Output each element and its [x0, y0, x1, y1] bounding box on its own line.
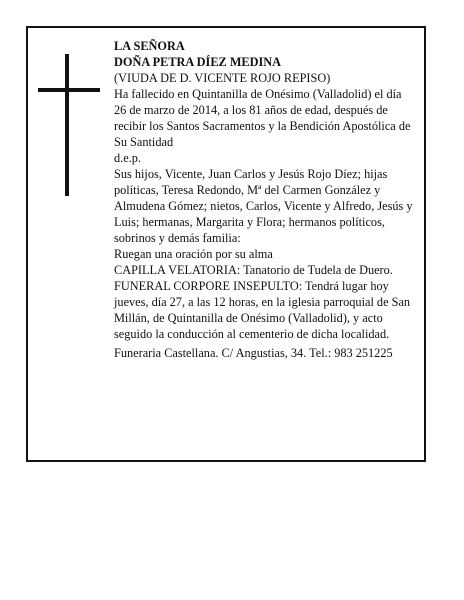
- funeral-home-info: Funeraria Castellana. C/ Angustias, 34. Tel.: 983 251225: [114, 346, 393, 360]
- cross-vertical-bar: [65, 54, 69, 196]
- widow-of-line: (VIUDA DE D. VICENTE ROJO REPISO): [114, 71, 331, 85]
- obituary-text: [114, 38, 416, 361]
- family-list: Sus hijos, Vicente, Juan Carlos y Jesús Rojo Díez; hijas políticas, Teresa Redondo, Mª del Carmen González y Almudena Gómez; nietos, Carlos, Vicente y Alfredo, Jesús y Luis; hermanas, Margarita y Flora; hermanos políticos, sobrinos y demás familia:: [114, 167, 413, 245]
- death-info: Ha fallecido en Quintanilla de Onésimo (Valladolid) el día 26 de marzo de 2014, a los 81 años de edad, después de recibir los Santos Sacramentos y la Bendición Apostólica de Su Santidad: [114, 87, 411, 149]
- notice-title: LA SEÑORA: [114, 39, 185, 53]
- cross-icon: [38, 54, 100, 196]
- funeral-details: CAPILLA VELATORIA: Tanatorio de Tudela de Duero. FUNERAL CORPORE INSEPULTO: Tendrá lugar hoy jueves, día 27, a las 12 horas, en la iglesia parroquial de San Millán, de Quintanilla de Onésimo (Valladolid), y acto seguido la conducción al cementerio de dicha localidad.: [114, 263, 411, 341]
- rip-line: d.e.p.: [114, 151, 141, 165]
- deceased-name: DOÑA PETRA DÍEZ MEDINA: [114, 55, 282, 69]
- prayer-request: Ruegan una oración por su alma: [114, 247, 273, 261]
- cross-horizontal-bar: [38, 88, 100, 92]
